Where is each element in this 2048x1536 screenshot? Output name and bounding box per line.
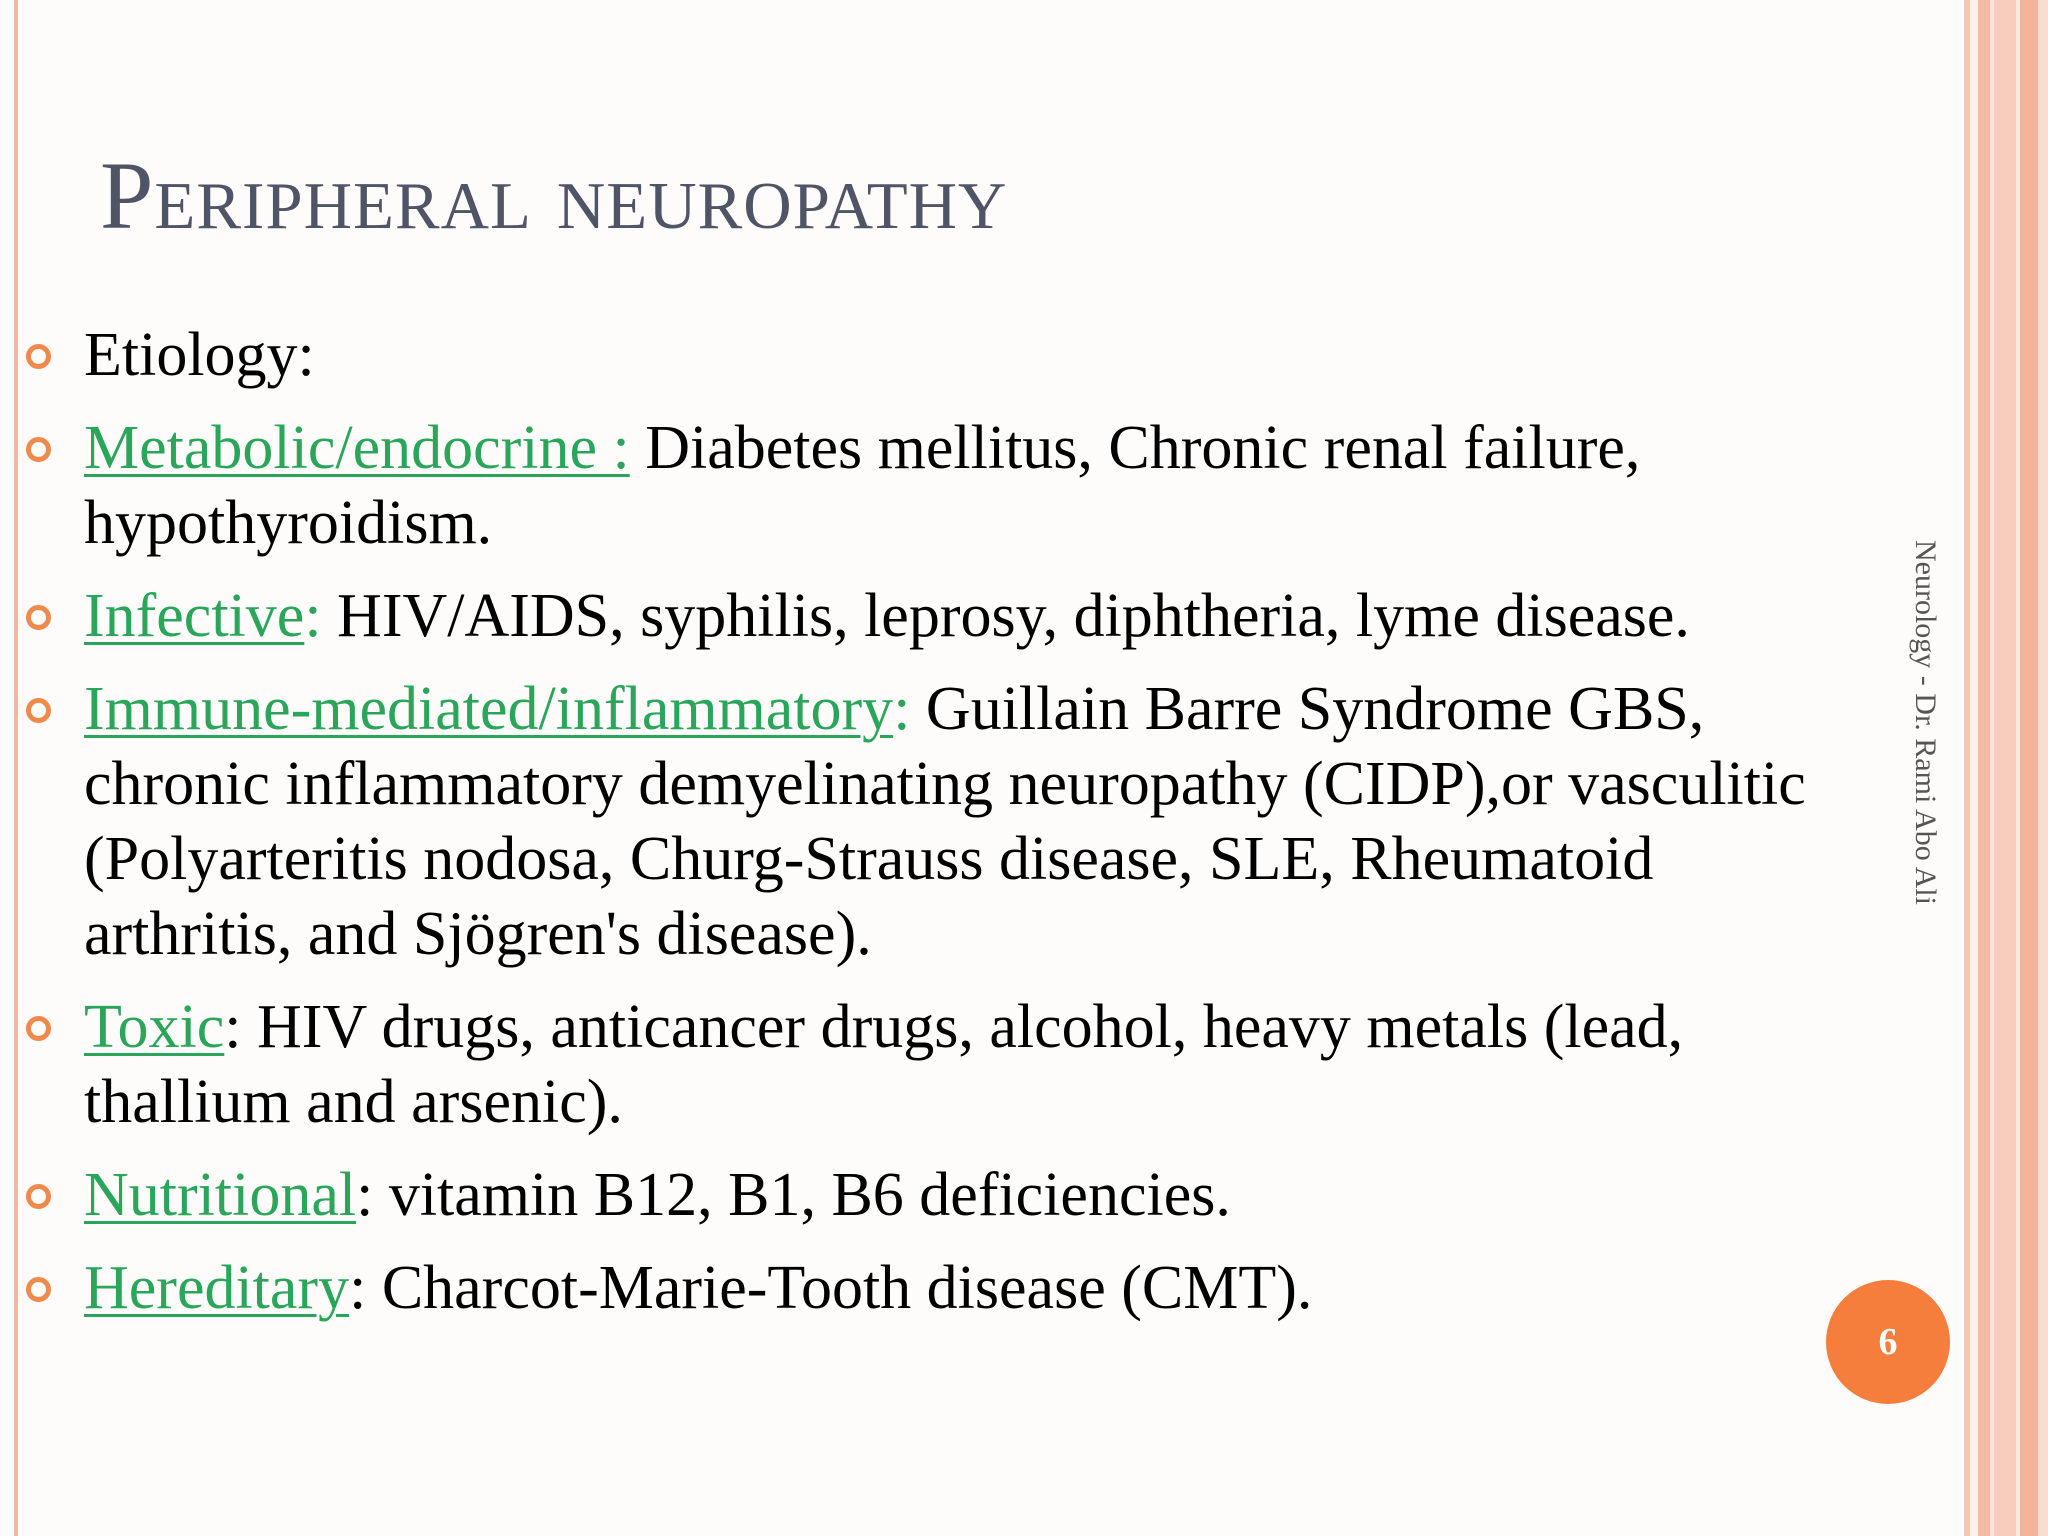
page-number-badge: 6	[1826, 1280, 1950, 1404]
hollow-circle-bullet-icon	[26, 698, 51, 723]
right-decorative-band	[1964, 0, 2048, 1536]
hollow-circle-bullet-icon	[26, 1184, 51, 1209]
bullet-text: Diabetes mellitus, Chronic renal failure, hypothyroidism.	[84, 414, 1641, 557]
hollow-circle-bullet-icon	[26, 344, 51, 369]
separator: :	[893, 675, 911, 743]
vertical-footer-text: Neurology - Dr. Rami Abo Ali	[1909, 540, 1942, 905]
bullet-list	[26, 318, 1826, 1344]
hereditary-link[interactable]: Hereditary	[84, 1254, 350, 1322]
bullet-etiology	[26, 318, 1826, 393]
separator: :	[224, 993, 242, 1061]
left-border-rule	[14, 0, 18, 1536]
bullet-text: Charcot-Marie-Tooth disease (CMT).	[366, 1254, 1313, 1322]
hollow-circle-bullet-icon	[26, 437, 51, 462]
metabolic-link[interactable]: Metabolic/endocrine :	[84, 414, 630, 482]
bullet-immune	[26, 672, 1826, 972]
separator: :	[356, 1161, 374, 1229]
slide-title: Peripheral neuropathy	[100, 142, 1008, 249]
bullet-toxic	[26, 990, 1826, 1140]
infective-link[interactable]: Infective	[84, 582, 305, 650]
bullet-nutritional	[26, 1158, 1826, 1233]
bullet-text: Guillain Barre Syndrome GBS, chronic inflammatory demyelinating neuropathy (CIDP),or vasculitic (Polyarteritis nodosa, Churg-Strauss disease, SLE, Rheumatoid arthritis, and Sjögren's disease).	[84, 675, 1806, 968]
immune-link[interactable]: Immune-mediated/inflammatory	[84, 675, 894, 743]
toxic-link[interactable]: Toxic	[84, 993, 225, 1061]
bullet-metabolic	[26, 411, 1826, 561]
bullet-infective	[26, 579, 1826, 654]
hollow-circle-bullet-icon	[26, 605, 51, 630]
bullet-text: HIV drugs, anticancer drugs, alcohol, heavy metals (lead, thallium and arsenic).	[84, 993, 1684, 1136]
hollow-circle-bullet-icon	[26, 1277, 51, 1302]
nutritional-link[interactable]: Nutritional	[84, 1161, 357, 1229]
separator: :	[349, 1254, 367, 1322]
bullet-text: vitamin B12, B1, B6 deficiencies.	[373, 1161, 1231, 1229]
hollow-circle-bullet-icon	[26, 1016, 51, 1041]
separator: :	[304, 582, 322, 650]
bullet-text: HIV/AIDS, syphilis, leprosy, diphtheria, lyme disease.	[321, 582, 1690, 650]
bullet-text: Etiology:	[84, 321, 315, 389]
bullet-hereditary	[26, 1251, 1826, 1326]
